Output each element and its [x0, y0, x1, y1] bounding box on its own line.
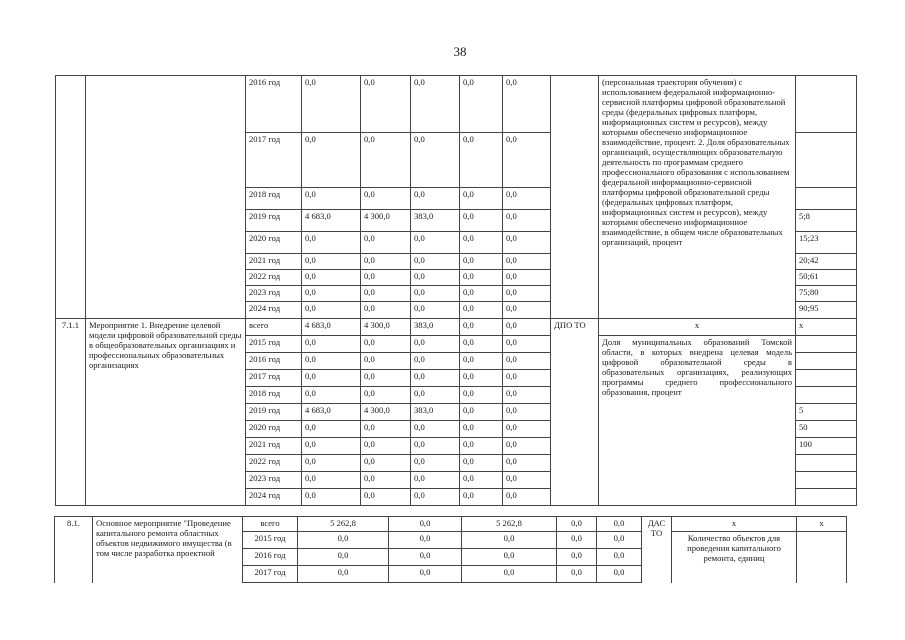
year-cell: 2019 год: [246, 404, 302, 421]
year-cell: 2016 год: [246, 76, 302, 133]
value-cell: 0,0: [411, 286, 460, 302]
year-cell: 2024 год: [246, 489, 302, 506]
value-cell: 0,0: [503, 489, 551, 506]
value-cell: 0,0: [411, 353, 460, 370]
value-cell: 0,0: [411, 76, 460, 133]
target-x: х: [796, 319, 857, 336]
value-cell: 383,0: [411, 210, 460, 232]
value-cell: 0,0: [298, 549, 389, 566]
value-cell: 0,0: [411, 455, 460, 472]
year-cell: 2017 год: [243, 566, 298, 583]
target-cell: 5: [796, 404, 857, 421]
value-cell: 0,0: [557, 532, 597, 549]
value-cell: 0,0: [460, 472, 503, 489]
value-cell: 0,0: [361, 133, 411, 188]
value-cell: 0,0: [361, 353, 411, 370]
value-cell: 0,0: [298, 566, 389, 583]
value-cell: 0,0: [411, 421, 460, 438]
target-cell: 50: [796, 421, 857, 438]
value-cell: 0,0: [302, 421, 361, 438]
value-cell: 0,0: [302, 336, 361, 353]
value-cell: 0,0: [302, 438, 361, 455]
value-cell: 0,0: [302, 302, 361, 319]
value-cell: 0,0: [389, 566, 462, 583]
value-cell: 0,0: [503, 188, 551, 210]
value-cell: 0,0: [361, 302, 411, 319]
value-cell: 0,0: [460, 353, 503, 370]
value-cell: 4 300,0: [361, 404, 411, 421]
target-cell: [796, 353, 857, 370]
value-cell: 0,0: [302, 133, 361, 188]
value-cell: 0,0: [302, 232, 361, 254]
value-cell: 0,0: [389, 517, 462, 532]
value-cell: 0,0: [503, 302, 551, 319]
value-cell: 4 300,0: [361, 210, 411, 232]
activity-code: 7.1.1: [56, 319, 86, 506]
value-cell: 0,0: [411, 302, 460, 319]
value-cell: 0,0: [503, 387, 551, 404]
target-cell: [796, 387, 857, 404]
target-cell: [796, 336, 857, 353]
target-cell: 75;80: [796, 286, 857, 302]
value-cell: 0,0: [503, 455, 551, 472]
target-cell: [796, 76, 857, 133]
value-cell: 0,0: [503, 254, 551, 270]
value-cell: 0,0: [460, 210, 503, 232]
value-cell: 5 262,8: [462, 517, 557, 532]
value-cell: 383,0: [411, 404, 460, 421]
year-cell: 2017 год: [246, 133, 302, 188]
value-cell: 0,0: [460, 76, 503, 133]
executor-cell-empty: [551, 76, 599, 319]
value-cell: 0,0: [361, 270, 411, 286]
value-cell: 0,0: [462, 566, 557, 583]
value-cell: 5 262,8: [298, 517, 389, 532]
value-cell: 0,0: [503, 421, 551, 438]
year-cell: 2020 год: [246, 232, 302, 254]
target-cell: 100: [796, 438, 857, 455]
year-cell: 2024 год: [246, 302, 302, 319]
value-cell: 0,0: [302, 286, 361, 302]
value-cell: 0,0: [460, 286, 503, 302]
value-cell: 0,0: [411, 232, 460, 254]
value-cell: 0,0: [361, 370, 411, 387]
indicator-text: Доля муниципальных образований Томской области, в которых внедрена целевая модель цифровой образовательной среды в образовательных организациях, реализующих программы среднего профессионального образования, процент: [599, 336, 796, 506]
value-cell: 4 683,0: [302, 404, 361, 421]
year-cell: 2023 год: [246, 286, 302, 302]
year-cell: всего: [246, 319, 302, 336]
value-cell: 0,0: [557, 517, 597, 532]
table-row: [55, 517, 847, 532]
value-cell: 0,0: [460, 336, 503, 353]
value-cell: 0,0: [361, 421, 411, 438]
year-cell: всего: [243, 517, 298, 532]
value-cell: 0,0: [411, 133, 460, 188]
value-cell: 0,0: [597, 566, 642, 583]
value-cell: 0,0: [361, 455, 411, 472]
year-cell: 2015 год: [243, 532, 298, 549]
value-cell: 0,0: [503, 76, 551, 133]
activity-name: Основное мероприятие "Проведение капитального ремонта областных объектов недвижимого имущества (в том числе разработка проектной: [93, 517, 243, 583]
value-cell: 0,0: [411, 438, 460, 455]
indicator-text: Количество объектов для проведения капитального ремонта, единиц: [672, 532, 797, 583]
year-cell: 2018 год: [246, 387, 302, 404]
target-cell: 50;61: [796, 270, 857, 286]
activity-name: Мероприятие 1. Внедрение целевой модели цифровой образовательной среды в общеобразовательных организациях и профессиональных образовательных организациях: [86, 319, 246, 506]
value-cell: 0,0: [411, 387, 460, 404]
value-cell: 0,0: [460, 370, 503, 387]
value-cell: 0,0: [460, 188, 503, 210]
activity-code: 8.1.: [55, 517, 93, 583]
target-cell: [796, 472, 857, 489]
value-cell: 0,0: [361, 336, 411, 353]
value-cell: 0,0: [557, 566, 597, 583]
value-cell: 0,0: [460, 455, 503, 472]
program-table-bottom: [54, 516, 847, 583]
value-cell: 0,0: [361, 254, 411, 270]
value-cell: 4 683,0: [302, 319, 361, 336]
value-cell: 0,0: [411, 188, 460, 210]
value-cell: 0,0: [361, 188, 411, 210]
value-cell: 4 300,0: [361, 319, 411, 336]
value-cell: 0,0: [460, 133, 503, 188]
target-cell: 15;23: [796, 232, 857, 254]
year-cell: 2016 год: [243, 549, 298, 566]
year-cell: 2018 год: [246, 188, 302, 210]
year-cell: 2015 год: [246, 336, 302, 353]
value-cell: 0,0: [503, 286, 551, 302]
value-cell: 0,0: [557, 549, 597, 566]
value-cell: 0,0: [411, 254, 460, 270]
value-cell: 0,0: [361, 387, 411, 404]
value-cell: 0,0: [503, 133, 551, 188]
value-cell: 0,0: [460, 302, 503, 319]
value-cell: 0,0: [298, 532, 389, 549]
value-cell: 0,0: [503, 270, 551, 286]
value-cell: 0,0: [462, 549, 557, 566]
value-cell: 0,0: [597, 532, 642, 549]
value-cell: 0,0: [597, 549, 642, 566]
value-cell: 0,0: [361, 286, 411, 302]
value-cell: 0,0: [503, 336, 551, 353]
table-row: [56, 319, 857, 336]
target-cell: 20;42: [796, 254, 857, 270]
value-cell: 0,0: [411, 472, 460, 489]
value-cell: 0,0: [503, 319, 551, 336]
page-number: 38: [453, 44, 467, 59]
value-cell: 0,0: [302, 270, 361, 286]
value-cell: 0,0: [460, 232, 503, 254]
value-cell: 0,0: [302, 455, 361, 472]
value-cell: 383,0: [411, 319, 460, 336]
value-cell: 0,0: [460, 404, 503, 421]
value-cell: 0,0: [302, 76, 361, 133]
value-cell: 0,0: [361, 489, 411, 506]
executor-cell: ДАС ТО: [642, 517, 672, 583]
target-cell: [796, 188, 857, 210]
value-cell: 0,0: [389, 532, 462, 549]
value-cell: 0,0: [460, 421, 503, 438]
year-cell: 2019 год: [246, 210, 302, 232]
value-cell: 0,0: [503, 438, 551, 455]
value-cell: 0,0: [389, 549, 462, 566]
value-cell: 0,0: [361, 438, 411, 455]
target-cell: [796, 133, 857, 188]
executor-cell: ДПО ТО: [551, 319, 599, 506]
value-cell: 0,0: [302, 370, 361, 387]
target-cell: 90;95: [796, 302, 857, 319]
program-table-top: [55, 75, 857, 506]
value-cell: 0,0: [361, 232, 411, 254]
name-cell-empty: [86, 76, 246, 319]
year-cell: 2017 год: [246, 370, 302, 387]
value-cell: 0,0: [503, 353, 551, 370]
value-cell: 0,0: [302, 387, 361, 404]
value-cell: 0,0: [411, 336, 460, 353]
value-cell: 0,0: [503, 472, 551, 489]
year-cell: 2023 год: [246, 472, 302, 489]
value-cell: 0,0: [460, 254, 503, 270]
target-x: х: [797, 517, 847, 532]
indicator-x: х: [672, 517, 797, 532]
value-cell: 0,0: [460, 270, 503, 286]
value-cell: 0,0: [503, 404, 551, 421]
year-cell: 2022 год: [246, 455, 302, 472]
code-cell-empty: [56, 76, 86, 319]
target-cell: [796, 455, 857, 472]
value-cell: 0,0: [460, 489, 503, 506]
value-cell: 0,0: [302, 254, 361, 270]
value-cell: 0,0: [503, 370, 551, 387]
value-cell: 0,0: [411, 489, 460, 506]
target-cell: [796, 489, 857, 506]
value-cell: 0,0: [597, 517, 642, 532]
value-cell: 0,0: [460, 387, 503, 404]
indicator-x: х: [599, 319, 796, 336]
value-cell: 4 683,0: [302, 210, 361, 232]
indicator-text: (персональная траектория обучения) с использованием федеральной информационно-сервисной платформы цифровой образовательной среды (федеральных цифровых платформ, информационных систем и ресурсов), между которыми обеспечено информационное взаимодействие, процент. 2. Доля образовательных организаций, осуществляющих образовательную деятельность по программам среднего профессионального образования с использованием федеральной информационно-сервисной платформы цифровой образовательной среды (федеральных цифровых платформ, информационных систем и ресурсов), между которыми обеспечено информационное взаимодействие, в общем числе образовательных организаций, процент: [599, 76, 796, 319]
value-cell: 0,0: [503, 210, 551, 232]
year-cell: 2021 год: [246, 254, 302, 270]
target-cell-empty: [797, 532, 847, 583]
value-cell: 0,0: [361, 472, 411, 489]
year-cell: 2022 год: [246, 270, 302, 286]
value-cell: 0,0: [361, 76, 411, 133]
value-cell: 0,0: [302, 188, 361, 210]
year-cell: 2016 год: [246, 353, 302, 370]
value-cell: 0,0: [302, 489, 361, 506]
value-cell: 0,0: [302, 472, 361, 489]
value-cell: 0,0: [460, 319, 503, 336]
value-cell: 0,0: [302, 353, 361, 370]
value-cell: 0,0: [460, 438, 503, 455]
value-cell: 0,0: [411, 370, 460, 387]
target-cell: 5;8: [796, 210, 857, 232]
target-cell: [796, 370, 857, 387]
year-cell: 2021 год: [246, 438, 302, 455]
value-cell: 0,0: [503, 232, 551, 254]
value-cell: 0,0: [411, 270, 460, 286]
table-row: [56, 76, 857, 133]
year-cell: 2020 год: [246, 421, 302, 438]
value-cell: 0,0: [462, 532, 557, 549]
